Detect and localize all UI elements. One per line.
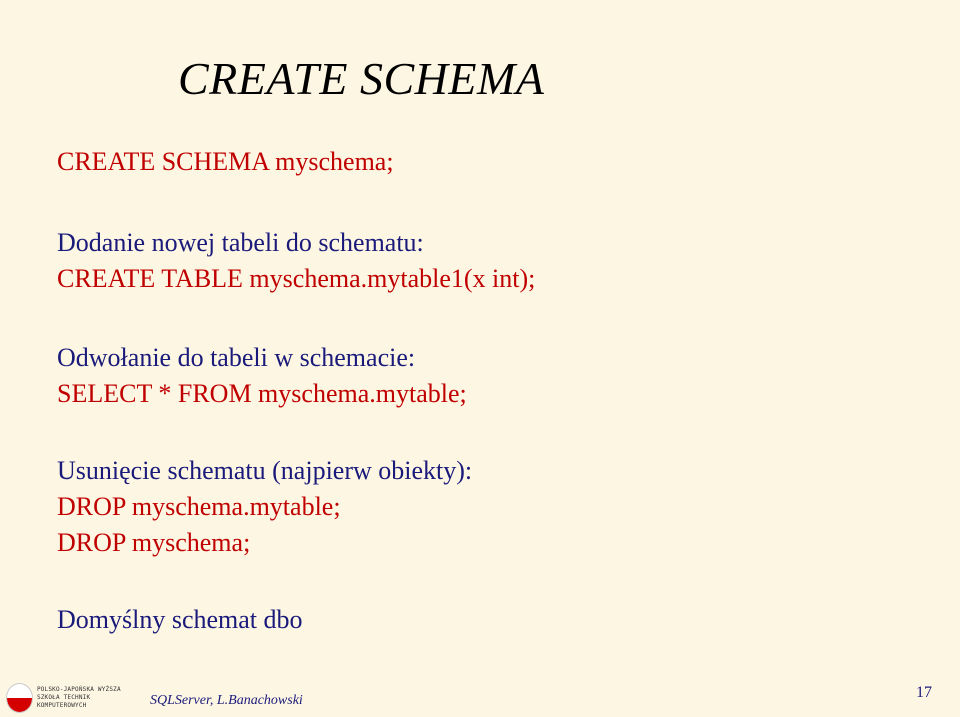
logo-text bbox=[37, 686, 132, 710]
code-create-table: CREATE TABLE myschema.mytable1(x int); bbox=[57, 264, 536, 293]
desc-default-schema: Domyślny schemat dbo bbox=[57, 605, 303, 634]
slide-title: CREATE SCHEMA bbox=[178, 53, 545, 104]
code-select: SELECT * FROM myschema.mytable; bbox=[57, 379, 467, 408]
desc-drop-schema: Usunięcie schematu (najpierw obiekty): bbox=[57, 456, 473, 485]
page-number: 17 bbox=[916, 684, 932, 701]
logo-text-line2: SZKOŁA TECHNIK KOMPUTEROWYCH bbox=[36, 694, 91, 709]
code-drop-table: DROP myschema.mytable; bbox=[57, 492, 341, 521]
desc-reference-table: Odwołanie do tabeli w schemacie: bbox=[57, 343, 416, 372]
desc-add-table: Dodanie nowej tabeli do schematu: bbox=[57, 228, 424, 257]
university-logo bbox=[6, 683, 132, 713]
logo-text-line1: POLSKO-JAPOŃSKA WYŻSZA bbox=[36, 686, 121, 693]
footer-author: SQLServer, L.Banachowski bbox=[150, 693, 303, 708]
code-drop-schema: DROP myschema; bbox=[57, 528, 251, 557]
code-create-schema: CREATE SCHEMA myschema; bbox=[57, 147, 394, 176]
logo-emblem-icon bbox=[6, 683, 33, 713]
